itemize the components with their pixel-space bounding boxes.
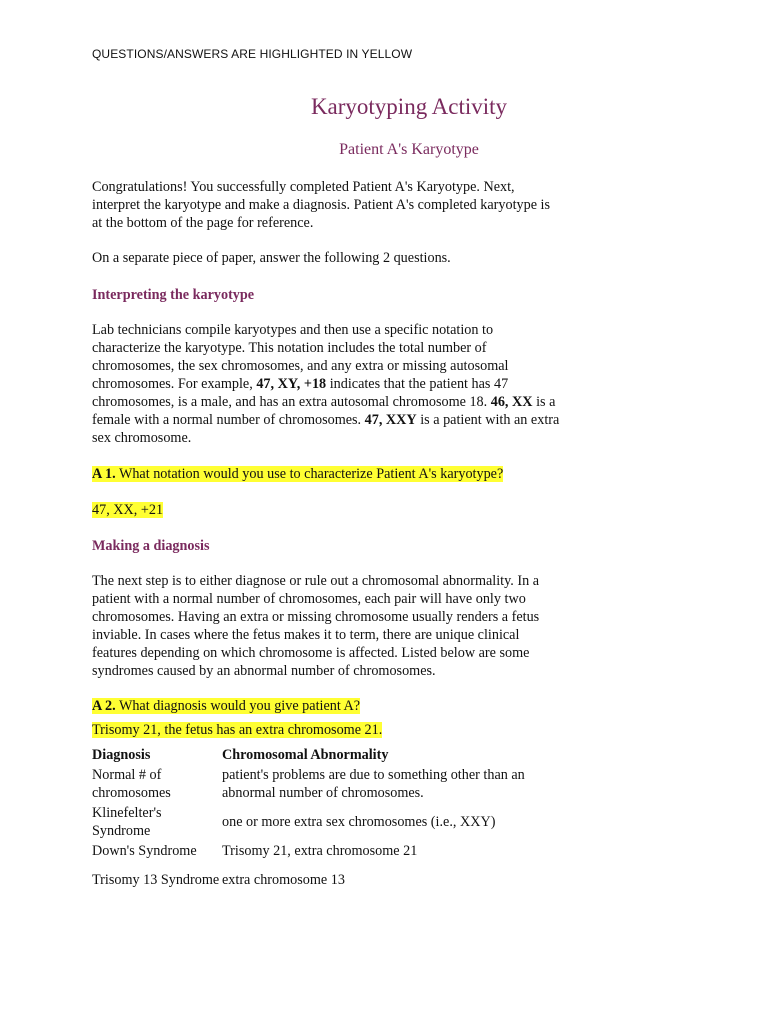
page-subtitle: Patient A's Karyotype [339,141,479,158]
interpreting-text-4: is a patient with an extra sex chromosome. [92,412,560,446]
syndromes-table [92,745,562,899]
table-row [92,861,562,899]
interpreting-text-1: Lab technicians compile karyotypes and then use a specific notation to characterize the karyotype. This notation includes the total number of chromosomes, the sex chromosomes, and any extra or missing autosomal chromosomes. For example, [92,322,509,392]
question-1-text: What notation would you use to characterize Patient A's karyotype? [115,466,504,482]
table-cell-diagnosis: Normal # of chromosomes [92,767,171,801]
table-cell-abnormality: Trisomy 21, extra chromosome 21 [222,843,418,859]
table-header-diagnosis: Diagnosis [92,747,151,763]
diagnosis-paragraph: The next step is to either diagnose or rule out a chromosomal abnormality. In a patient with a normal number of chromosomes, each pair will have only two chromosomes. Having an extra or missing chromosome usually renders a fetus inviable. In cases where the fetus makes it to term, there are unique clinical features depending on which chromosome is affected. Listed below are some syndromes caused by an abnormal number of chromosomes. [92,573,540,679]
answer-2 [92,721,562,739]
highlight-notice: QUESTIONS/ANSWERS ARE HIGHLIGHTED IN YELLOW [92,47,413,61]
section-heading-diagnosis: Making a diagnosis [92,538,210,554]
table-cell-diagnosis: Klinefelter's Syndrome [92,805,162,839]
interpreting-text-2: indicates that the patient has 47 chromosomes, is a male, and has an extra autosomal chromosome 18. [92,376,509,410]
question-2 [92,697,562,715]
instruction-paragraph: On a separate piece of paper, answer the following 2 questions. [92,250,451,266]
answer-1 [92,501,562,519]
table-cell-diagnosis: Trisomy 13 Syndrome [92,872,220,888]
notation-example-1: 47, XY, +18 [256,376,327,392]
answer-2-text: Trisomy 21, the fetus has an extra chromosome 21. [92,722,383,738]
table-cell-diagnosis: Down's Syndrome [92,843,197,859]
table-cell-abnormality: patient's problems are due to something other than an abnormal number of chromosomes. [222,767,525,801]
table-cell-abnormality: extra chromosome 13 [222,872,345,888]
page-title: Karyotyping Activity [310,94,508,119]
question-2-label: A 2. [92,698,116,714]
answer-1-text: 47, XX, +21 [92,502,164,518]
question-1 [92,465,562,483]
table-header-abnormality: Chromosomal Abnormality [222,747,389,763]
table-header-row [92,745,562,765]
table-cell-abnormality: one or more extra sex chromosomes (i.e., XXY) [222,814,496,830]
notation-example-3: 47, XXY [364,412,417,428]
section-heading-interpreting: Interpreting the karyotype [92,287,255,303]
interpreting-text-3: is a female with a normal number of chromosomes. [92,394,556,428]
notation-example-2: 46, XX [490,394,533,410]
table-row [92,765,562,803]
table-row [92,803,562,841]
question-2-text: What diagnosis would you give patient A? [115,698,361,714]
table-row [92,841,562,861]
intro-paragraph: Congratulations! You successfully completed Patient A's Karyotype. Next, interpret the karyotype and make a diagnosis. Patient A's completed karyotype is at the bottom of the page for reference. [92,179,551,231]
interpreting-paragraph [92,321,562,447]
question-1-label: A 1. [92,466,116,482]
